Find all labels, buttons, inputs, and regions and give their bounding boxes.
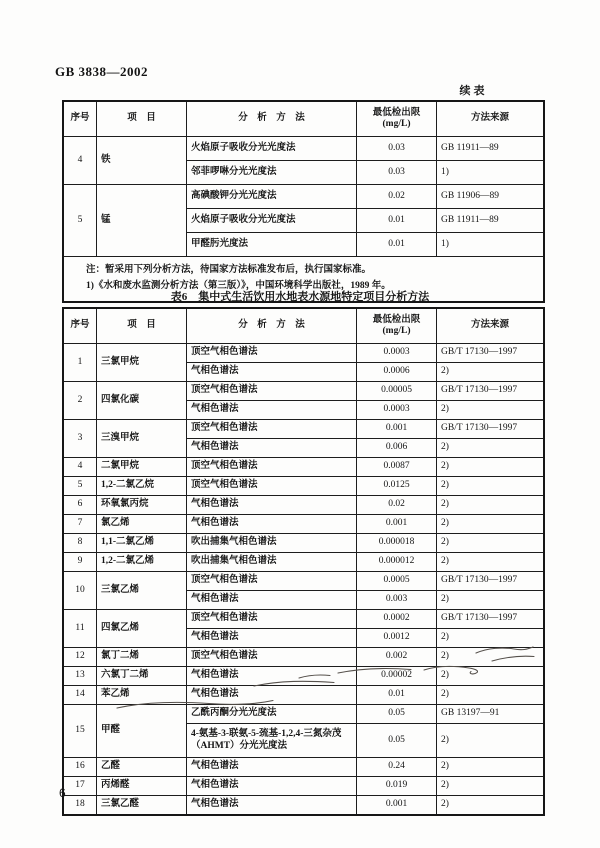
table-row <box>63 515 544 534</box>
seq-cell: 3 <box>63 420 97 458</box>
col-source: 方法来源 <box>437 308 545 344</box>
method-cell: 火焰原子吸收分光光度法 <box>187 137 357 161</box>
seq-cell: 10 <box>63 572 97 610</box>
source-cell: GB/T 17130—1997 <box>437 610 545 629</box>
table-row <box>63 137 544 161</box>
col-source: 方法来源 <box>437 101 545 137</box>
header-row <box>63 308 544 344</box>
source-cell: 2) <box>437 401 545 420</box>
item-cell: 氯丁二烯 <box>97 648 187 667</box>
item-cell: 苯乙烯 <box>97 686 187 705</box>
source-cell: 2) <box>437 777 545 796</box>
method-cell: 气相色谱法 <box>187 591 357 610</box>
limit-cell: 0.03 <box>357 137 437 161</box>
col-detection-limit-line2: (mg/L) <box>382 119 411 129</box>
source-cell: GB 11906—89 <box>437 185 545 209</box>
source-cell: GB/T 17130—1997 <box>437 344 545 363</box>
item-cell: 甲醛 <box>97 705 187 758</box>
method-cell: 顶空气相色谱法 <box>187 458 357 477</box>
table-row <box>63 648 544 667</box>
method-cell: 气相色谱法 <box>187 686 357 705</box>
continued-table-label: 续表 <box>459 85 488 97</box>
limit-cell: 0.001 <box>357 515 437 534</box>
table-row <box>63 344 544 363</box>
table-row <box>63 496 544 515</box>
method-cell: 气相色谱法 <box>187 496 357 515</box>
method-cell: 顶空气相色谱法 <box>187 382 357 401</box>
page-number: 6 <box>59 786 66 800</box>
table-row <box>63 777 544 796</box>
source-cell: 2) <box>437 553 545 572</box>
limit-cell: 0.000018 <box>357 534 437 553</box>
seq-cell: 17 <box>63 777 97 796</box>
method-cell: 火焰原子吸收分光光度法 <box>187 209 357 233</box>
source-cell: GB/T 17130—1997 <box>437 382 545 401</box>
col-seq: 序号 <box>63 101 97 137</box>
seq-cell: 2 <box>63 382 97 420</box>
seq-cell: 16 <box>63 758 97 777</box>
limit-cell: 0.02 <box>357 185 437 209</box>
method-cell: 气相色谱法 <box>187 758 357 777</box>
seq-cell: 15 <box>63 705 97 758</box>
table-row <box>63 705 544 724</box>
col-item: 项 目 <box>97 101 187 137</box>
seq-cell: 1 <box>63 344 97 382</box>
method-cell: 气相色谱法 <box>187 629 357 648</box>
source-cell: 2) <box>437 724 545 758</box>
table-row <box>63 458 544 477</box>
method-cell: 4-氨基-3-联氨-5-巯基-1,2,4-三氮杂茂（AHMT）分光光度法 <box>187 724 357 758</box>
limit-cell: 0.006 <box>357 439 437 458</box>
method-cell: 顶空气相色谱法 <box>187 610 357 629</box>
source-cell: 2) <box>437 758 545 777</box>
seq-cell: 5 <box>63 477 97 496</box>
item-cell: 乙醛 <box>97 758 187 777</box>
limit-cell: 0.05 <box>357 724 437 758</box>
limit-cell: 0.05 <box>357 705 437 724</box>
limit-cell: 0.003 <box>357 591 437 610</box>
item-cell: 四氯乙烯 <box>97 610 187 648</box>
document-code: GB 3838—2002 <box>55 64 149 79</box>
limit-cell: 0.0125 <box>357 477 437 496</box>
col-detection-limit-line2: (mg/L) <box>382 326 411 336</box>
table-row <box>63 534 544 553</box>
table-body <box>63 137 544 257</box>
limit-cell: 0.001 <box>357 420 437 439</box>
table-row <box>63 758 544 777</box>
limit-cell: 0.0002 <box>357 610 437 629</box>
limit-cell: 0.000012 <box>357 553 437 572</box>
source-cell: 2) <box>437 667 545 686</box>
table-header <box>63 308 544 344</box>
continued-analysis-table <box>62 100 545 303</box>
limit-cell: 0.01 <box>357 209 437 233</box>
table-row <box>63 796 544 816</box>
source-cell: 1) <box>437 233 545 257</box>
limit-cell: 0.0005 <box>357 572 437 591</box>
item-cell: 三氯乙醛 <box>97 796 187 816</box>
col-method: 分 析 方 法 <box>187 308 357 344</box>
item-cell: 1,2-二氯乙烯 <box>97 553 187 572</box>
source-cell: GB 11911—89 <box>437 137 545 161</box>
method-cell: 气相色谱法 <box>187 777 357 796</box>
col-detection-limit <box>357 308 437 344</box>
limit-cell: 0.019 <box>357 777 437 796</box>
item-cell: 锰 <box>97 185 187 257</box>
col-seq: 序号 <box>63 308 97 344</box>
table-row <box>63 420 544 439</box>
method-cell: 顶空气相色谱法 <box>187 420 357 439</box>
limit-cell: 0.01 <box>357 233 437 257</box>
source-cell: GB/T 17130—1997 <box>437 420 545 439</box>
note-line: 1)《水和废水监测分析方法（第三版）》，中国环境科学出版社，1989 年。 <box>86 281 391 292</box>
seq-cell: 14 <box>63 686 97 705</box>
method-cell: 气相色谱法 <box>187 363 357 382</box>
table-row <box>63 572 544 591</box>
item-cell: 三氯乙烯 <box>97 572 187 610</box>
method-cell: 邻菲啰啉分光光度法 <box>187 161 357 185</box>
table-row <box>63 477 544 496</box>
method-cell: 顶空气相色谱法 <box>187 572 357 591</box>
seq-cell: 11 <box>63 610 97 648</box>
method-cell: 气相色谱法 <box>187 515 357 534</box>
limit-cell: 0.24 <box>357 758 437 777</box>
method-cell: 乙酰丙酮分光光度法 <box>187 705 357 724</box>
item-cell: 铁 <box>97 137 187 185</box>
source-cell: GB 13197—91 <box>437 705 545 724</box>
limit-cell: 0.0087 <box>357 458 437 477</box>
limit-cell: 0.02 <box>357 496 437 515</box>
method-cell: 甲醛肟光度法 <box>187 233 357 257</box>
method-cell: 吹出捕集气相色谱法 <box>187 553 357 572</box>
limit-cell: 0.001 <box>357 796 437 816</box>
source-cell: 2) <box>437 477 545 496</box>
item-cell: 1,1-二氯乙烯 <box>97 534 187 553</box>
item-cell: 丙烯醛 <box>97 777 187 796</box>
method-cell: 顶空气相色谱法 <box>187 477 357 496</box>
table-row <box>63 610 544 629</box>
method-cell: 高碘酸钾分光光度法 <box>187 185 357 209</box>
item-cell: 1,2-二氯乙烷 <box>97 477 187 496</box>
source-cell: 2) <box>437 534 545 553</box>
seq-cell: 13 <box>63 667 97 686</box>
source-cell: 2) <box>437 796 545 816</box>
source-cell: GB 11911—89 <box>437 209 545 233</box>
method-cell: 顶空气相色谱法 <box>187 648 357 667</box>
item-cell: 环氧氯丙烷 <box>97 496 187 515</box>
table6-analysis-table <box>62 307 545 816</box>
col-method: 分 析 方 法 <box>187 101 357 137</box>
method-cell: 气相色谱法 <box>187 796 357 816</box>
item-cell: 六氯丁二烯 <box>97 667 187 686</box>
source-cell: 2) <box>437 686 545 705</box>
col-detection-limit <box>357 101 437 137</box>
item-cell: 二氯甲烷 <box>97 458 187 477</box>
seq-cell: 12 <box>63 648 97 667</box>
source-cell: 1) <box>437 161 545 185</box>
source-cell: 2) <box>437 363 545 382</box>
header-row <box>63 101 544 137</box>
table-row <box>63 382 544 401</box>
table6-title: 表6 集中式生活饮用水地表水源地特定项目分析方法 <box>170 291 430 303</box>
source-cell: 2) <box>437 515 545 534</box>
table-header <box>63 101 544 137</box>
table-row <box>63 185 544 209</box>
limit-cell: 0.0006 <box>357 363 437 382</box>
method-cell: 吹出捕集气相色谱法 <box>187 534 357 553</box>
seq-cell: 5 <box>63 185 97 257</box>
limit-cell: 0.00005 <box>357 382 437 401</box>
col-detection-limit-line1: 最低检出限 <box>372 315 421 326</box>
method-cell: 顶空气相色谱法 <box>187 344 357 363</box>
limit-cell: 0.01 <box>357 686 437 705</box>
limit-cell: 0.0003 <box>357 401 437 420</box>
source-cell: 2) <box>437 591 545 610</box>
limit-cell: 0.03 <box>357 161 437 185</box>
method-cell: 气相色谱法 <box>187 667 357 686</box>
seq-cell: 4 <box>63 137 97 185</box>
source-cell: 2) <box>437 496 545 515</box>
table-row <box>63 686 544 705</box>
source-cell: GB/T 17130—1997 <box>437 572 545 591</box>
note-line: 注：暂采用下列分析方法，待国家方法标准发布后，执行国家标准。 <box>86 265 372 275</box>
limit-cell: 0.0012 <box>357 629 437 648</box>
source-cell: 2) <box>437 648 545 667</box>
seq-cell: 8 <box>63 534 97 553</box>
source-cell: 2) <box>437 439 545 458</box>
seq-cell: 9 <box>63 553 97 572</box>
method-cell: 气相色谱法 <box>187 401 357 420</box>
table-body <box>63 344 544 816</box>
source-cell: 2) <box>437 458 545 477</box>
col-detection-limit-line1: 最低检出限 <box>372 108 421 119</box>
limit-cell: 0.002 <box>357 648 437 667</box>
item-cell: 三氯甲烷 <box>97 344 187 382</box>
item-cell: 三溴甲烷 <box>97 420 187 458</box>
seq-cell: 7 <box>63 515 97 534</box>
item-cell: 四氯化碳 <box>97 382 187 420</box>
seq-cell: 18 <box>63 796 97 816</box>
limit-cell: 0.00002 <box>357 667 437 686</box>
col-item: 项 目 <box>97 308 187 344</box>
table-row <box>63 667 544 686</box>
table-row <box>63 553 544 572</box>
item-cell: 氯乙烯 <box>97 515 187 534</box>
method-cell: 气相色谱法 <box>187 439 357 458</box>
seq-cell: 4 <box>63 458 97 477</box>
limit-cell: 0.0003 <box>357 344 437 363</box>
source-cell: 2) <box>437 629 545 648</box>
seq-cell: 6 <box>63 496 97 515</box>
